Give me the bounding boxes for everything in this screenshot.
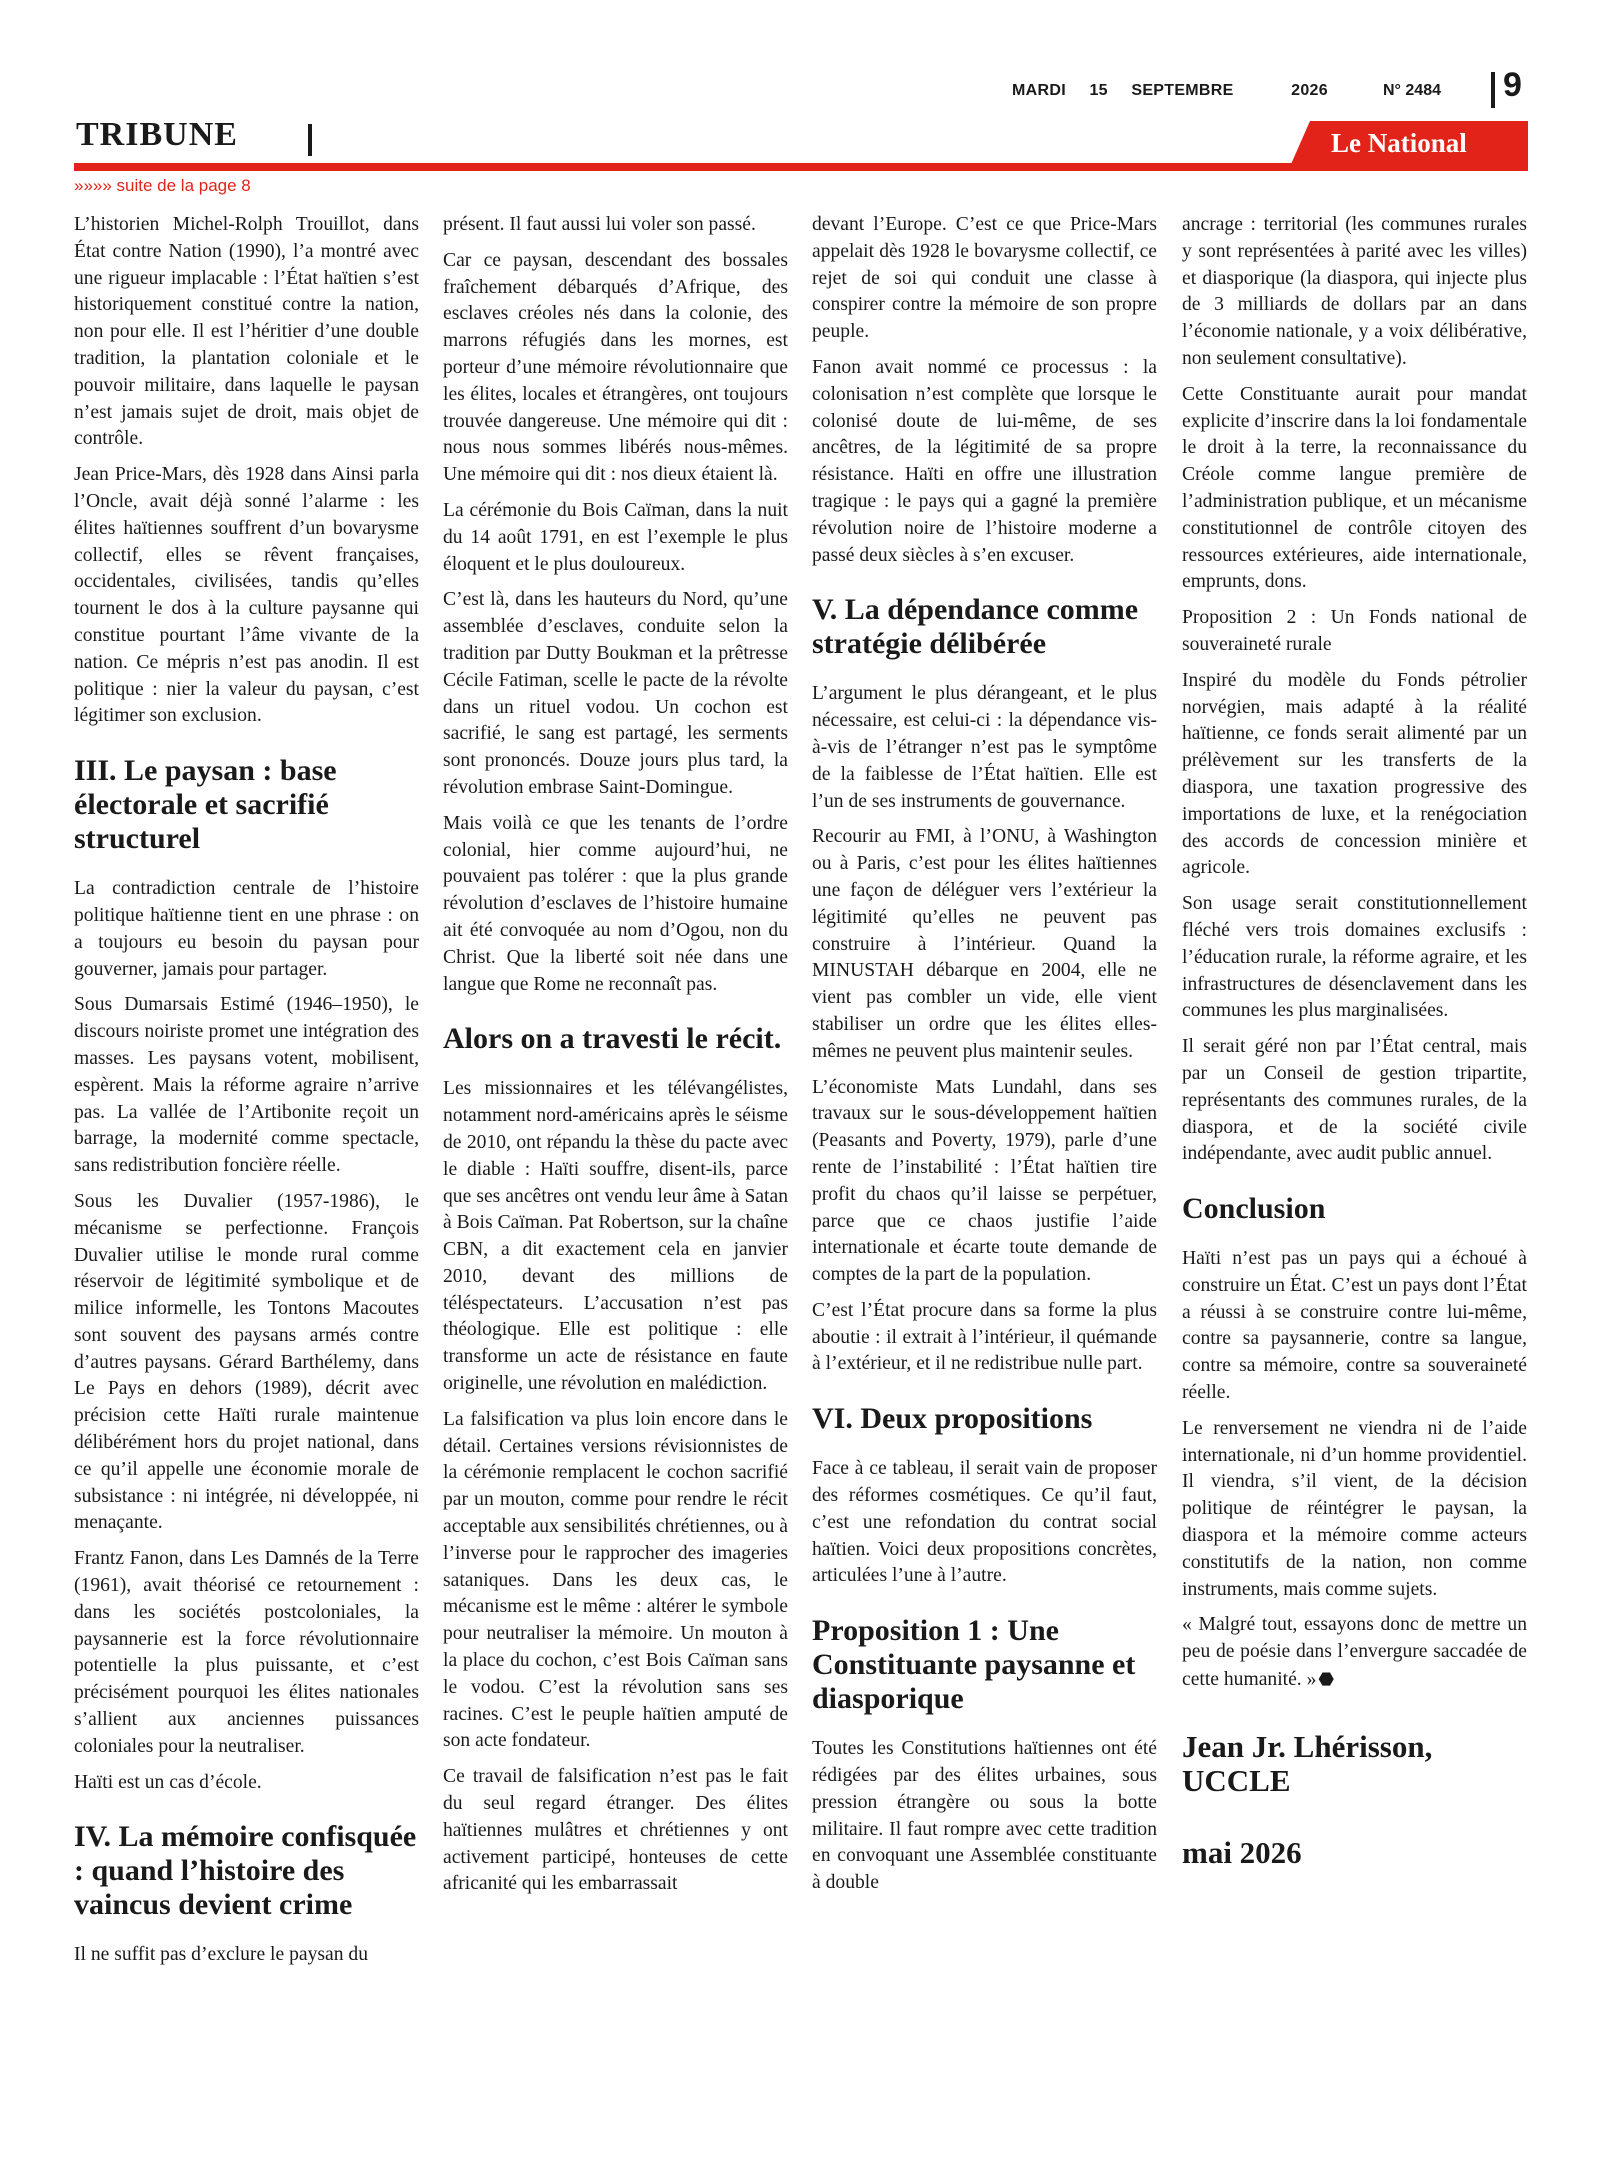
section-heading: IV. La mémoire confisquée : quand l’histoire des vaincus devient crime [74, 1820, 417, 1922]
paragraph: Sous les Duvalier (1957-1986), le mécanisme se perfectionne. François Duvalier utilise le monde rural comme réservoir de légitimité symbolique et de milice informelle, les Tontons Macoutes sont souvent des paysans armés contre d’autres paysans. Gérard Barthélemy, dans Le Pays en dehors (1989), décrit avec précision cette Haïti rurale maintenue délibérément hors du projet national, dans ce qu’il appelle une économie morale de subsistance : ni intégrée, ni développée, ni menaçante. [74, 1190, 419, 1534]
page-number: 9 [1503, 66, 1522, 104]
paragraph: Proposition 2 : Un Fonds national de souveraineté rurale [1182, 607, 1527, 655]
page-number-divider [1491, 72, 1495, 108]
paragraph: Il serait géré non par l’État central, mais par un Conseil de gestion tripartite, représentants des communes rurales, de la diaspora, et de la société civile indépendante, avec audit public annuel. [1182, 1036, 1527, 1165]
paragraph: Car ce paysan, descendant des bossales fraîchement débarqués d’Afrique, des esclaves créoles nés dans la colonie, des marrons réfugiés dans les mornes, est porteur d’une mémoire révolutionnaire que les élites, locales et étrangères, ont toujours trouvée dangereuse. Une mémoire qui dit : nous nous sommes libérés nous-mêmes. Une mémoire qui dit : nos dieux étaient là. [443, 249, 788, 486]
article-column-3 [812, 212, 1157, 2132]
issue-number: N° 2484 [1383, 82, 1441, 99]
section-heading: VI. Deux propositions [812, 1402, 1093, 1436]
date-number: 15 [1089, 82, 1108, 99]
paragraph: Jean Price-Mars, dès 1928 dans Ainsi parla l’Oncle, avait déjà sonné l’alarme : les élites haïtiennes souffrent d’un bovarysme collectif, elles se rêvent françaises, occidentales, civilisées, tandis qu’elles tournent le dos à la culture paysanne qui constitue pourtant l’âme vivante de la nation. Ce mépris n’est pas anodin. Il est politique : nier la valeur du paysan, c’est légitimer son exclusion. [74, 464, 419, 727]
end-of-article-icon: ⬣ [1318, 1669, 1335, 1690]
paragraph: La falsification va plus loin encore dans le détail. Certaines versions révisionnistes de la cérémonie remplacent le cochon sacrifié par un mouton, comme pour rendre le récit acceptable aux sensibilités chrétiennes, ou à l’inverse pour le rapprocher des imageries sataniques. Dans les deux cas, le mécanisme est le même : altérer le symbole pour neutraliser la mémoire. Un mouton à la place du cochon, c’est Bois Caïman sans le vodou. C’est la révolution sans ses racines. C’est le peuple haïtien amputé de son acte fondateur. [443, 1408, 788, 1752]
issue-date [1012, 82, 1328, 100]
paragraph: La cérémonie du Bois Caïman, dans la nuit du 14 août 1791, en est l’exemple le plus éloquent et le plus douloureux. [443, 499, 788, 575]
paragraph: Frantz Fanon, dans Les Damnés de la Terre (1961), avait théorisé ce retournement : dans les sociétés postcoloniales, la paysannerie est la force révolutionnaire potentielle la plus puissante, et c’est précisément pourquoi les élites nationales s’allient aux anciennes puissances coloniales pour la neutraliser. [74, 1548, 419, 1757]
date-year: 2026 [1291, 82, 1328, 99]
paragraph: Fanon avait nommé ce processus : la colonisation n’est complète que lorsque le colonisé doute de lui-même, de ses ancêtres, de la légitimité de sa propre résistance. Haïti en offre une illustration tragique : le pays qui a gagné la première révolution noire de l’histoire moderne a passé deux siècles à s’en excuser. [812, 356, 1157, 566]
date-day: MARDI [1012, 82, 1066, 99]
date-month: SEPTEMBRE [1131, 82, 1234, 99]
paragraph: présent. Il faut aussi lui voler son passé. [443, 214, 756, 235]
paragraph: Ce travail de falsification n’est pas le fait du seul regard étranger. Des élites haïtiennes mulâtres et chrétiennes y ont activement participé, honteuses de cette africanité qui les embarrassait [443, 1766, 788, 1895]
section-heading: Proposition 1 : Une Constituante paysanne et diasporique [812, 1614, 1136, 1716]
paragraph: Haïti est un cas d’école. [74, 1771, 262, 1793]
section-title: TRIBUNE [76, 116, 238, 153]
section-heading: III. Le paysan : base électorale et sacrifié structurel [74, 754, 337, 856]
author-signature: Jean Jr. Lhérisson, UCCLE [1182, 1728, 1433, 1798]
paragraph: Inspiré du modèle du Fonds pétrolier norvégien, mais adapté à la réalité haïtienne, ce fonds serait alimenté par un prélèvement sur les transferts de la diaspora, une taxation progressive des importations de luxe, et la renégociation des accords de concession minière et agricole. [1182, 669, 1527, 879]
section-divider [308, 124, 312, 156]
paragraph: Sous Dumarsais Estimé (1946–1950), le discours noiriste promet une intégration des masses. Les paysans votent, mobilisent, espèrent. Mais la réforme agraire n’arrive pas. La vallée de l’Artibonite reçoit un barrage, la modernité comme spectacle, sans redistribution foncière réelle. [74, 994, 419, 1177]
article-column-4 [1182, 212, 1527, 2132]
paragraph: Le renversement ne viendra ni de l’aide internationale, ni d’un homme providentiel. Il viendra, s’il vient, de la décision politique de réintégrer le paysan, la diaspora et la mémoire comme acteurs constitutifs de la nation, non comme instruments, mais comme sujets. [1182, 1417, 1527, 1600]
paragraph: La contradiction centrale de l’histoire politique haïtienne tient en une phrase : on a toujours eu besoin du paysan pour gouverner, jamais pour partager. [74, 878, 419, 980]
closing-quote-text: « Malgré tout, essayons donc de mettre un peu de poésie dans l’envergure saccadée de cette humanité. » [1182, 1614, 1527, 1691]
masthead-logo: Le National [1331, 128, 1467, 158]
paragraph: C’est là, dans les hauteurs du Nord, qu’une assemblée d’esclaves, conduite selon la tradition par Dutty Boukman et la prêtresse Cécile Fatiman, scelle le pacte de la révolte dans un rituel vodou. Un cochon est sacrifié, le sang est partagé, les serments sont prononcés. Douze jours plus tard, la révolution embrase Saint-Domingue. [443, 589, 788, 798]
paragraph: Haïti n’est pas un pays qui a échoué à construire un État. C’est un pays dont l’État a réussi à se construire contre lui-même, contre sa paysannerie, contre sa langue, contre sa mémoire, contre sa souveraineté réelle. [1182, 1248, 1527, 1404]
section-heading: Conclusion [1182, 1192, 1326, 1226]
section-heading: Alors on a travesti le récit. [443, 1022, 782, 1056]
paragraph: L’économiste Mats Lundahl, dans ses travaux sur le sous-développement haïtien (Peasants and Poverty, 1979), parle d’une rente de l’instabilité : l’État haïtien tire profit du chaos qu’il laisse se perpétuer, parce que ce chaos justifie l’aide internationale et écarte toute demande de comptes de la part de la population. [812, 1076, 1157, 1286]
paragraph: Recourir au FMI, à l’ONU, à Washington ou à Paris, c’est pour les élites haïtiennes une façon de déléguer vers l’extérieur la légitimité qu’elles ne peuvent pas construire à l’intérieur. Quand la MINUSTAH débarque en 2004, elle ne vient pas combler un vide, elle vient stabiliser un ordre que les élites elles-mêmes ne peuvent plus maintenir seules. [812, 826, 1157, 1062]
continued-from-label: »»»» suite de la page 8 [74, 176, 251, 195]
paragraph: C’est l’État procure dans sa forme la plus aboutie : il extrait à l’intérieur, il quémande à l’extérieur, et il ne redistribue nulle part. [812, 1299, 1157, 1375]
article-column-1 [74, 212, 419, 2132]
paragraph: Les missionnaires et les télévangélistes, notamment nord-américains après le séisme de 2010, ont répandu la thèse du pacte avec le diable : Haïti souffre, disent-ils, parce que ses ancêtres ont vendu leur âme à Satan à Bois Caïman. Pat Robertson, sur la chaîne CBN, a dit exactement cela en janvier 2010, devant des millions de téléspectateurs. L’accusation n’est pas théologique. Elle est politique : elle transforme un acte de résistance en faute originelle, une révolution en malédiction. [443, 1078, 788, 1395]
section-heading: V. La dépendance comme stratégie délibérée [812, 593, 1139, 661]
paragraph: L’historien Michel-Rolph Trouillot, dans État contre Nation (1990), l’a montré avec une rigueur implacable : l’État haïtien s’est historiquement constitué contre la nation, non pour elle. Il est l’héritier d’une double tradition, la plantation coloniale et le pouvoir militaire, dans laquelle le paysan n’est jamais sujet de droit, mais objet de contrôle. [74, 214, 419, 450]
paragraph: Mais voilà ce que les tenants de l’ordre colonial, hier comme aujourd’hui, ne pouvaient pas tolérer : que la plus grande révolution d’esclaves de l’histoire humaine ait été convoquée au nom d’Ogou, non du Christ. Que la liberté soit née dans une langue que Rome ne reconnaît pas. [443, 812, 788, 995]
article-column-2 [443, 212, 788, 2132]
closing-quote [1182, 1612, 1527, 1693]
paragraph: Toutes les Constitutions haïtiennes ont été rédigées par des élites urbaines, sous pression étrangère ou sous la botte militaire. Il faut rompre avec cette tradition en convoquant une Assemblée constituante à double [812, 1738, 1157, 1894]
paragraph: Face à ce tableau, il serait vain de proposer des réformes cosmétiques. Ce qu’il faut, c’est une refondation du contrat social haïtien. Voici deux propositions concrètes, articulées l’une à l’autre. [812, 1458, 1157, 1587]
paragraph: Il ne suffit pas d’exclure le paysan du [74, 1944, 368, 1966]
paragraph: ancrage : territorial (les communes rurales y sont représentées à parité avec les villes) et diasporique (la diaspora, qui injecte plus de 3 milliards de dollars par an dans l’économie nationale, y a voix délibérative, non seulement consultative). [1182, 214, 1527, 369]
paragraph: devant l’Europe. C’est ce que Price-Mars appelait dès 1928 le bovarysme collectif, ce rejet de soi qui conduit une classe à conspirer contre la mémoire de son propre peuple. [812, 214, 1157, 343]
paragraph: Cette Constituante aurait pour mandat explicite d’inscrire dans la loi fondamentale le droit à la terre, la reconnaissance du Créole comme langue première de l’administration publique, et un mécanisme constitutionnel de contrôle citoyen des ressources extérieures, aide internationale, emprunts, dons. [1182, 383, 1527, 593]
paragraph: L’argument le plus dérangeant, et le plus nécessaire, est celui-ci : la dépendance vis-à-vis de l’étranger n’est pas le symptôme de la faiblesse de l’État haïtien. Elle est l’un de ses instruments de gouvernance. [812, 683, 1157, 812]
paragraph: Son usage serait constitutionnellement fléché vers trois domaines exclusifs : l’éducation rurale, la réforme agraire, et les infrastructures de désenclavement dans les communes les plus marginalisées. [1182, 893, 1527, 1022]
signature-date: mai 2026 [1182, 1834, 1302, 1870]
